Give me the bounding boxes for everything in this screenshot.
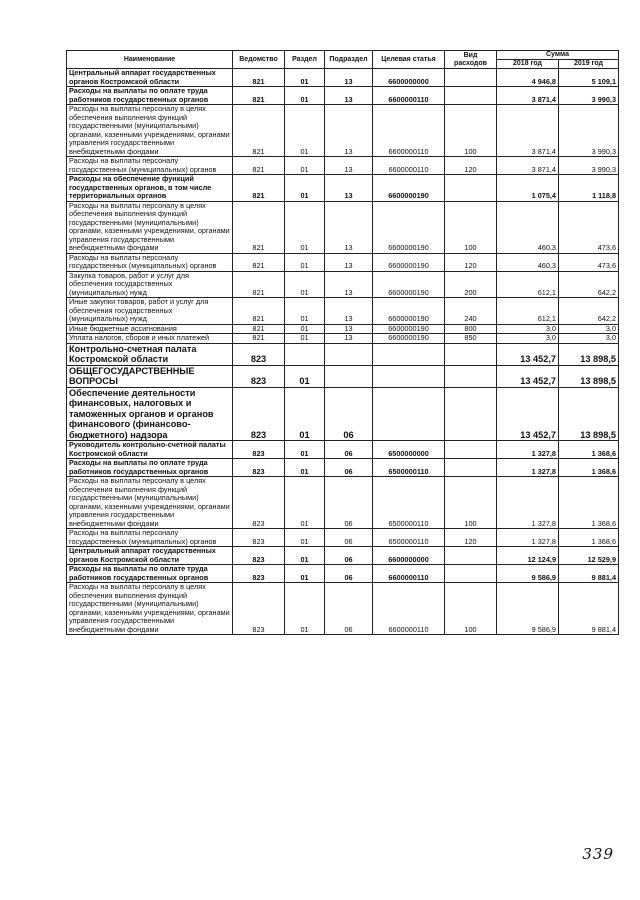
table-row (67, 298, 619, 325)
cell-target: 6600000000 (373, 547, 445, 565)
cell-2019: 3 990,3 (559, 157, 619, 175)
table-row (67, 253, 619, 271)
cell-dept: 823 (233, 459, 285, 477)
table-row (67, 201, 619, 253)
cell-2019: 3,0 (559, 334, 619, 344)
cell-target: 6600000190 (373, 271, 445, 298)
cell-target: 6500000110 (373, 529, 445, 547)
budget-table-page (66, 50, 618, 635)
cell-kind (445, 343, 497, 365)
cell-target: 6600000000 (373, 69, 445, 87)
cell-2018: 13 452,7 (497, 343, 559, 365)
cell-dept: 823 (233, 477, 285, 529)
cell-subsection (325, 343, 373, 365)
cell-dept: 823 (233, 365, 285, 387)
cell-2019: 9 881,4 (559, 565, 619, 583)
cell-section: 01 (285, 529, 325, 547)
table-row (67, 271, 619, 298)
cell-section: 01 (285, 298, 325, 325)
cell-name: Расходы на выплаты персоналу в целях обеспечения выполнения функций государственными (муниципальными) органами, казенными учреждениями, органами управления государственными внебюджетными фондами (67, 201, 233, 253)
table-row (67, 477, 619, 529)
cell-dept: 821 (233, 105, 285, 157)
cell-section: 01 (285, 477, 325, 529)
cell-subsection: 13 (325, 87, 373, 105)
cell-kind (445, 565, 497, 583)
cell-subsection: 13 (325, 175, 373, 202)
cell-2019: 1 368,6 (559, 529, 619, 547)
budget-table-body (67, 69, 619, 635)
header-dept: Ведомство (233, 51, 285, 69)
cell-2019: 13 898,5 (559, 343, 619, 365)
cell-2019: 473,6 (559, 253, 619, 271)
cell-name: Центральный аппарат государственных органов Костромской области (67, 69, 233, 87)
cell-target: 6600000190 (373, 201, 445, 253)
cell-subsection: 13 (325, 69, 373, 87)
cell-kind: 100 (445, 583, 497, 635)
cell-2018: 1 327,8 (497, 529, 559, 547)
header-subsection: Подраздел (325, 51, 373, 69)
cell-kind: 200 (445, 271, 497, 298)
cell-target: 6500000110 (373, 459, 445, 477)
cell-section: 01 (285, 105, 325, 157)
cell-kind (445, 365, 497, 387)
cell-kind: 120 (445, 529, 497, 547)
cell-2019: 1 368,6 (559, 477, 619, 529)
table-row (67, 565, 619, 583)
cell-dept: 823 (233, 441, 285, 459)
cell-subsection: 13 (325, 201, 373, 253)
cell-target: 6600000110 (373, 583, 445, 635)
cell-name: Расходы на выплаты по оплате труда работников государственных органов (67, 459, 233, 477)
cell-kind (445, 547, 497, 565)
cell-subsection: 13 (325, 105, 373, 157)
cell-subsection: 06 (325, 387, 373, 441)
header-year-2018: 2018 год (497, 60, 559, 69)
cell-2019: 1 368,6 (559, 441, 619, 459)
cell-2019: 3 990,3 (559, 105, 619, 157)
cell-target (373, 343, 445, 365)
cell-kind: 120 (445, 253, 497, 271)
cell-2018: 9 586,9 (497, 583, 559, 635)
cell-subsection: 06 (325, 477, 373, 529)
cell-section: 01 (285, 565, 325, 583)
cell-2018: 460,3 (497, 253, 559, 271)
cell-dept: 821 (233, 69, 285, 87)
cell-section: 01 (285, 547, 325, 565)
cell-2019: 1 368,6 (559, 459, 619, 477)
table-row (67, 365, 619, 387)
cell-2018: 9 586,9 (497, 565, 559, 583)
cell-target: 6600000190 (373, 175, 445, 202)
header-section: Раздел (285, 51, 325, 69)
cell-name: Иные бюджетные ассигнования (67, 324, 233, 334)
cell-name: Центральный аппарат государственных органов Костромской области (67, 547, 233, 565)
cell-section: 01 (285, 175, 325, 202)
table-row (67, 387, 619, 441)
cell-subsection: 06 (325, 583, 373, 635)
cell-name: Руководитель контрольно-счетной палаты Костромской области (67, 441, 233, 459)
cell-2018: 460,3 (497, 201, 559, 253)
cell-kind (445, 69, 497, 87)
header-sum: Сумма (497, 51, 619, 60)
cell-2019: 5 109,1 (559, 69, 619, 87)
cell-kind: 100 (445, 201, 497, 253)
table-row (67, 441, 619, 459)
cell-2018: 3 871,4 (497, 87, 559, 105)
cell-dept: 823 (233, 387, 285, 441)
cell-subsection: 13 (325, 271, 373, 298)
cell-name: Контрольно-счетная палата Костромской области (67, 343, 233, 365)
cell-dept: 821 (233, 175, 285, 202)
table-row (67, 175, 619, 202)
cell-dept: 823 (233, 583, 285, 635)
cell-2018: 3 871,4 (497, 157, 559, 175)
cell-kind: 240 (445, 298, 497, 325)
cell-2018: 1 327,8 (497, 441, 559, 459)
cell-target: 6600000110 (373, 87, 445, 105)
cell-section: 01 (285, 87, 325, 105)
cell-subsection: 06 (325, 441, 373, 459)
cell-section: 01 (285, 69, 325, 87)
cell-name: Расходы на выплаты персоналу в целях обеспечения выполнения функций государственными (муниципальными) органами, казенными учреждениями, органами управления государственными внебюджетными фондами (67, 583, 233, 635)
table-row (67, 529, 619, 547)
page-number: 339 (582, 845, 614, 863)
cell-name: Расходы на выплаты персоналу государственных (муниципальных) органов (67, 253, 233, 271)
cell-2019: 642,2 (559, 271, 619, 298)
table-row (67, 547, 619, 565)
cell-subsection: 06 (325, 547, 373, 565)
cell-target (373, 365, 445, 387)
cell-2019: 9 881,4 (559, 583, 619, 635)
cell-2018: 612,1 (497, 271, 559, 298)
cell-kind (445, 387, 497, 441)
cell-kind: 100 (445, 105, 497, 157)
cell-target: 6600000190 (373, 334, 445, 344)
cell-dept: 823 (233, 547, 285, 565)
cell-section: 01 (285, 253, 325, 271)
cell-2019: 3,0 (559, 324, 619, 334)
cell-target: 6600000110 (373, 157, 445, 175)
cell-kind (445, 175, 497, 202)
header-target: Целевая статья (373, 51, 445, 69)
cell-name: Расходы на выплаты по оплате труда работников государственных органов (67, 87, 233, 105)
cell-kind (445, 459, 497, 477)
cell-2018: 12 124,9 (497, 547, 559, 565)
cell-section: 01 (285, 441, 325, 459)
cell-name: Иные закупки товаров, работ и услуг для обеспечения государственных (муниципальных) нужд (67, 298, 233, 325)
cell-dept: 821 (233, 201, 285, 253)
cell-2019: 3 990,3 (559, 87, 619, 105)
header-year-2019: 2019 год (559, 60, 619, 69)
cell-section (285, 343, 325, 365)
cell-kind (445, 87, 497, 105)
cell-name: Расходы на выплаты по оплате труда работников государственных органов (67, 565, 233, 583)
cell-kind: 850 (445, 334, 497, 344)
cell-2019: 12 529,9 (559, 547, 619, 565)
cell-2018: 3 871,4 (497, 105, 559, 157)
cell-2018: 3,0 (497, 334, 559, 344)
cell-subsection (325, 365, 373, 387)
cell-name: Расходы на выплаты персоналу в целях обеспечения выполнения функций государственными (муниципальными) органами, казенными учреждениями, органами управления государственными внебюджетными фондами (67, 477, 233, 529)
cell-section: 01 (285, 334, 325, 344)
cell-2018: 13 452,7 (497, 365, 559, 387)
cell-dept: 821 (233, 157, 285, 175)
cell-2019: 13 898,5 (559, 387, 619, 441)
table-row (67, 324, 619, 334)
cell-subsection: 13 (325, 334, 373, 344)
cell-subsection: 13 (325, 298, 373, 325)
cell-dept: 821 (233, 324, 285, 334)
cell-name: Расходы на выплаты персоналу государственных (муниципальных) органов (67, 529, 233, 547)
cell-target: 6600000190 (373, 298, 445, 325)
cell-subsection: 06 (325, 565, 373, 583)
table-row (67, 343, 619, 365)
cell-target: 6500000110 (373, 477, 445, 529)
cell-2018: 1 327,8 (497, 477, 559, 529)
cell-subsection: 13 (325, 157, 373, 175)
cell-2019: 642,2 (559, 298, 619, 325)
budget-table (66, 50, 619, 635)
cell-target: 6600000110 (373, 565, 445, 583)
cell-section: 01 (285, 324, 325, 334)
cell-2018: 4 946,8 (497, 69, 559, 87)
cell-target: 6500000000 (373, 441, 445, 459)
cell-name: Расходы на выплаты персоналу в целях обеспечения выполнения функций государственными (муниципальными) органами, казенными учреждениями, органами управления государственными внебюджетными фондами (67, 105, 233, 157)
cell-2018: 612,1 (497, 298, 559, 325)
cell-subsection: 06 (325, 459, 373, 477)
cell-section: 01 (285, 201, 325, 253)
table-row (67, 69, 619, 87)
cell-section: 01 (285, 583, 325, 635)
cell-2019: 1 118,8 (559, 175, 619, 202)
cell-target (373, 387, 445, 441)
cell-name: Расходы на выплаты персоналу государственных (муниципальных) органов (67, 157, 233, 175)
header-name: Наименование (67, 51, 233, 69)
cell-name: Уплата налогов, сборов и иных платежей (67, 334, 233, 344)
cell-kind: 100 (445, 477, 497, 529)
cell-dept: 821 (233, 271, 285, 298)
cell-target: 6600000190 (373, 253, 445, 271)
table-row (67, 105, 619, 157)
cell-subsection: 06 (325, 529, 373, 547)
cell-target: 6600000110 (373, 105, 445, 157)
cell-section: 01 (285, 387, 325, 441)
cell-kind: 800 (445, 324, 497, 334)
cell-2018: 1 327,8 (497, 459, 559, 477)
table-row (67, 334, 619, 344)
cell-dept: 821 (233, 87, 285, 105)
cell-dept: 821 (233, 334, 285, 344)
cell-target: 6600000190 (373, 324, 445, 334)
cell-dept: 823 (233, 565, 285, 583)
cell-dept: 821 (233, 253, 285, 271)
table-row (67, 87, 619, 105)
cell-dept: 823 (233, 529, 285, 547)
cell-2019: 473,6 (559, 201, 619, 253)
table-row (67, 583, 619, 635)
cell-kind: 120 (445, 157, 497, 175)
cell-kind (445, 441, 497, 459)
header-kind: Вид расходов (445, 51, 497, 69)
cell-2018: 13 452,7 (497, 387, 559, 441)
cell-name: Обеспечение деятельности финансовых, налоговых и таможенных органов и органов финансового (финансово-бюджетного) надзора (67, 387, 233, 441)
table-row (67, 459, 619, 477)
cell-name: ОБЩЕГОСУДАРСТВЕННЫЕ ВОПРОСЫ (67, 365, 233, 387)
cell-section: 01 (285, 365, 325, 387)
cell-section: 01 (285, 271, 325, 298)
cell-2018: 3,0 (497, 324, 559, 334)
cell-subsection: 13 (325, 324, 373, 334)
cell-2019: 13 898,5 (559, 365, 619, 387)
cell-section: 01 (285, 459, 325, 477)
cell-dept: 821 (233, 298, 285, 325)
cell-name: Закупка товаров, работ и услуг для обеспечения государственных (муниципальных) нужд (67, 271, 233, 298)
cell-dept: 823 (233, 343, 285, 365)
cell-name: Расходы на обеспечение функций государственных органов, в том числе территориальных органов (67, 175, 233, 202)
cell-subsection: 13 (325, 253, 373, 271)
cell-section: 01 (285, 157, 325, 175)
cell-2018: 1 075,4 (497, 175, 559, 202)
table-row (67, 157, 619, 175)
